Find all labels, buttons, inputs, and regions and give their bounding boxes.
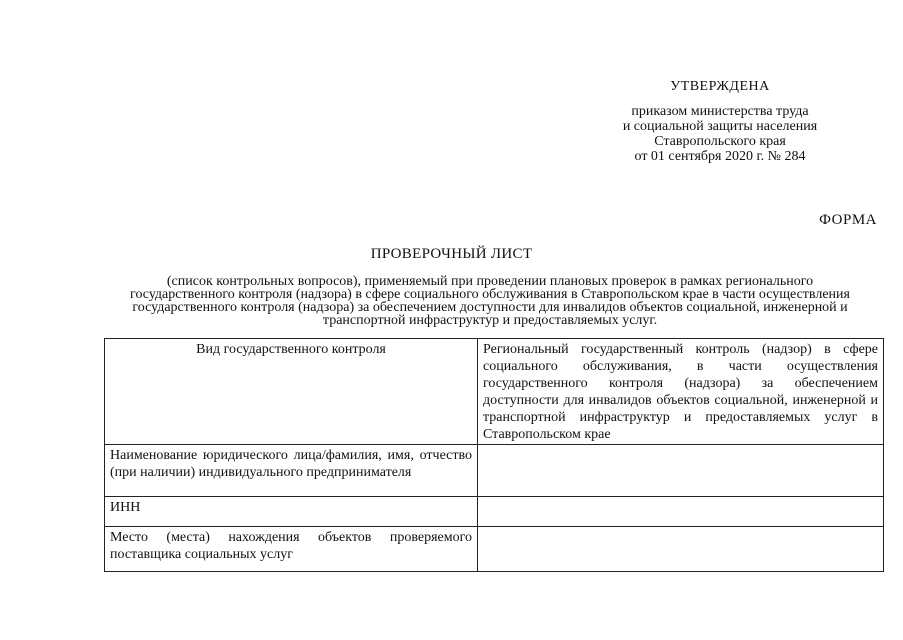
- form-label: ФОРМА: [819, 212, 877, 228]
- page-title: ПРОВЕРОЧНЫЙ ЛИСТ: [370, 246, 533, 262]
- approval-line: и социальной защиты населения: [622, 119, 818, 134]
- approval-block: [600, 79, 840, 164]
- table-cell-value: [478, 527, 884, 572]
- table-cell-value: Региональный государственный контроль (надзор) в сфере социального обслуживания, в части осуществления государственного контроля (надзора) за обеспечением доступности для инвалидов объектов социальной, инженерной и транспортной инфраструктур и предоставляемых услуг в Ставропольском крае: [478, 339, 884, 445]
- checklist-table: [104, 338, 884, 572]
- approval-title: УТВЕРЖДЕНА: [670, 79, 770, 94]
- table-row: [105, 445, 884, 497]
- table-row: [105, 527, 884, 572]
- table-cell-label: Вид государственного контроля: [105, 339, 478, 445]
- table-row: [105, 339, 884, 445]
- document-subtitle: (список контрольных вопросов), применяемый при проведении плановых проверок в рамках регионального государственного контроля (надзора) в сфере социального обслуживания в Ставропольском крае в части осуществления государственного контроля (надзора) за обеспечением доступности для инвалидов объектов социальной, инженерной и транспортной инфраструктур и предоставляемых услуг.: [130, 274, 850, 328]
- approval-line: от 01 сентября 2020 г. № 284: [634, 149, 806, 164]
- table-cell-value: [478, 497, 884, 527]
- table-row: [105, 497, 884, 527]
- table-cell-label: Место (места) нахождения объектов проверяемого поставщика социальных услуг: [105, 527, 478, 572]
- table-cell-label: ИНН: [105, 497, 478, 527]
- table-cell-label: Наименование юридического лица/фамилия, имя, отчество (при наличии) индивидуального предпринимателя: [105, 445, 478, 497]
- approval-line: приказом министерства труда: [631, 104, 809, 119]
- approval-line: Ставропольского края: [654, 134, 786, 149]
- table-cell-value: [478, 445, 884, 497]
